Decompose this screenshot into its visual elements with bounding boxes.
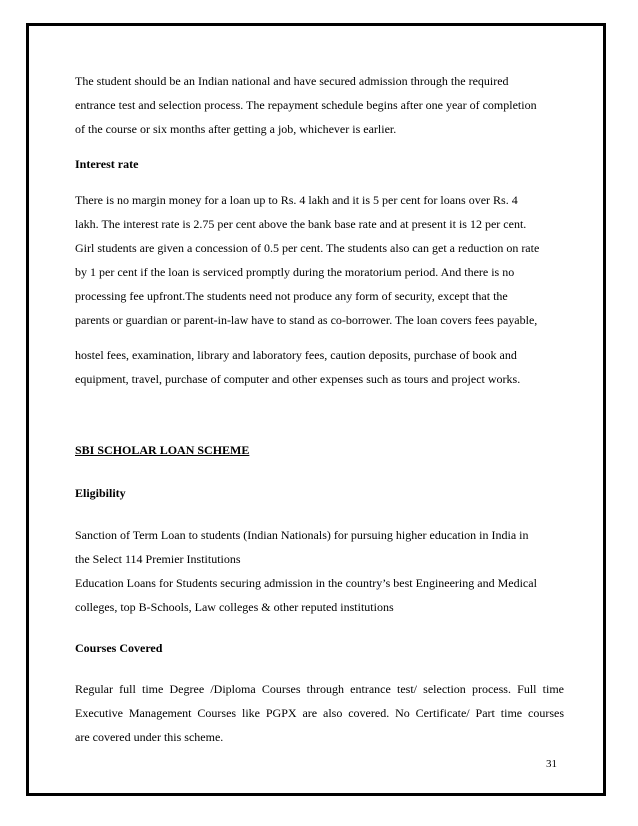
page-number: 31 [546, 758, 557, 770]
interest-line: equipment, travel, purchase of computer and other expenses such as tours and project works. [75, 372, 521, 386]
interest-line: processing fee upfront.The students need not produce any form of security, except that the [75, 289, 508, 303]
interest-line: There is no margin money for a loan up to Rs. 4 lakh and it is 5 per cent for loans over Rs. 4 [75, 193, 518, 207]
eligibility-line: the Select 114 Premier Institutions [75, 552, 241, 566]
eligibility-line: Education Loans for Students securing admission in the country’s best Engineering and Medical [75, 576, 537, 590]
interest-paragraph-continued [75, 343, 564, 391]
scheme-heading: SBI SCHOLAR LOAN SCHEME [75, 443, 250, 457]
intro-line: of the course or six months after getting a job, whichever is earlier. [75, 122, 397, 136]
interest-line: Girl students are given a concession of 0.5 per cent. The students also can get a reduction on rate [75, 241, 540, 255]
intro-line: entrance test and selection process. The repayment schedule begins after one year of completion [75, 98, 537, 112]
courses-line: Executive Management Courses like PGPX are also covered. No Certificate/ Part time courses [75, 706, 564, 720]
courses-paragraph [75, 677, 564, 749]
interest-line: hostel fees, examination, library and laboratory fees, caution deposits, purchase of book and [75, 348, 517, 362]
eligibility-heading: Eligibility [75, 486, 126, 500]
interest-line: lakh. The interest rate is 2.75 per cent above the bank base rate and at present it is 12 per cent. [75, 217, 527, 231]
interest-line: by 1 per cent if the loan is serviced promptly during the moratorium period. And there is no [75, 265, 515, 279]
interest-rate-heading: Interest rate [75, 157, 139, 171]
document-body [75, 69, 564, 749]
courses-line: are covered under this scheme. [75, 730, 224, 744]
interest-line: parents or guardian or parent-in-law have to stand as co-borrower. The loan covers fees payable, [75, 313, 538, 327]
eligibility-paragraph [75, 523, 564, 619]
intro-line: The student should be an Indian national and have secured admission through the required [75, 74, 509, 88]
eligibility-line: Sanction of Term Loan to students (Indian Nationals) for pursuing higher education in India in [75, 528, 529, 542]
intro-paragraph [75, 69, 564, 141]
interest-paragraph [75, 188, 564, 332]
courses-covered-heading: Courses Covered [75, 641, 163, 655]
courses-line: Regular full time Degree /Diploma Courses through entrance test/ selection process. Full time [75, 682, 564, 696]
eligibility-line: colleges, top B-Schools, Law colleges & other reputed institutions [75, 600, 394, 614]
